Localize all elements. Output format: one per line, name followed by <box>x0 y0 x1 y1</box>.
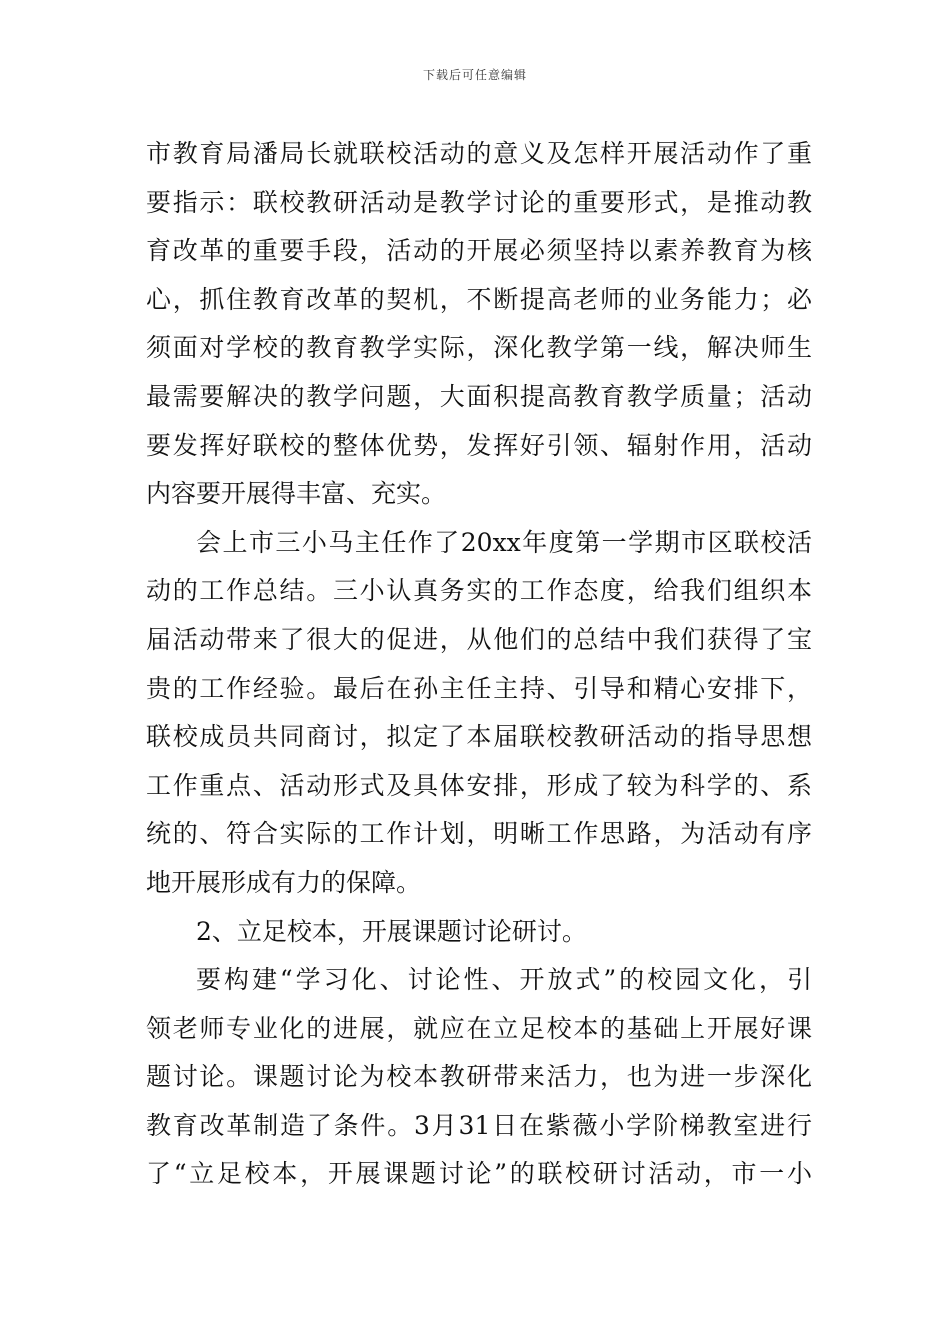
text-line: 心，抓住教育改革的契机，不断提高老师的业务能力；必 <box>146 284 812 314</box>
page-header: 下载后可任意编辑 <box>422 68 527 82</box>
paragraph-3-heading <box>146 908 812 957</box>
text-line: 最需要解决的教学问题，大面积提高教育教学质量；活动 <box>146 381 812 411</box>
paragraph-1 <box>146 130 812 519</box>
text-line: 地开展形成有力的保障。 <box>146 867 422 897</box>
text-line: 联校成员共同商讨，拟定了本届联校教研活动的指导思想 <box>146 722 812 752</box>
text-line: 要指示：联校教研活动是教学讨论的重要形式，是推动教 <box>146 187 812 217</box>
paragraph-2 <box>146 519 812 908</box>
text-line: 内容要开展得丰富、充实。 <box>146 479 447 509</box>
paragraph-4 <box>146 956 812 1199</box>
document-body <box>146 130 812 1199</box>
text-line: 工作重点、活动形式及具体安排，形成了较为科学的、系 <box>146 770 812 800</box>
text-line: 要发挥好联校的整体优势，发挥好引领、辐射作用，活动 <box>146 430 812 460</box>
text-line: 须面对学校的教育教学实际，深化教学第一线，解决师生 <box>146 333 812 363</box>
text-line: 要构建“学习化、讨论性、开放式”的校园文化，引 <box>196 965 812 995</box>
text-line: 题讨论。课题讨论为校本教研带来活力，也为进一步深化 <box>146 1062 812 1092</box>
text-line: 动的工作总结。三小认真务实的工作态度，给我们组织本 <box>146 576 812 606</box>
text-line: 领老师专业化的进展，就应在立足校本的基础上开展好课 <box>146 1013 812 1043</box>
text-line: 市教育局潘局长就联校活动的意义及怎样开展活动作了重 <box>146 139 812 168</box>
text-line: 了“立足校本，开展课题讨论”的联校研讨活动，市一小 <box>146 1159 812 1189</box>
text-line: 育改革的重要手段，活动的开展必须坚持以素养教育为核 <box>146 236 812 266</box>
text-line: 教育改革制造了条件。3月31日在紫薇小学阶梯教室进行 <box>146 1110 812 1140</box>
text-line: 贵的工作经验。最后在孙主任主持、引导和精心安排下， <box>146 673 812 703</box>
text-line: 届活动带来了很大的促进，从他们的总结中我们获得了宝 <box>146 624 812 654</box>
text-line: 会上市三小马主任作了20xx年度第一学期市区联校活 <box>196 527 812 557</box>
section-heading: 2、立足校本，开展课题讨论研讨。 <box>196 916 587 946</box>
text-line: 统的、符合实际的工作计划，明晰工作思路，为活动有序 <box>146 819 812 849</box>
